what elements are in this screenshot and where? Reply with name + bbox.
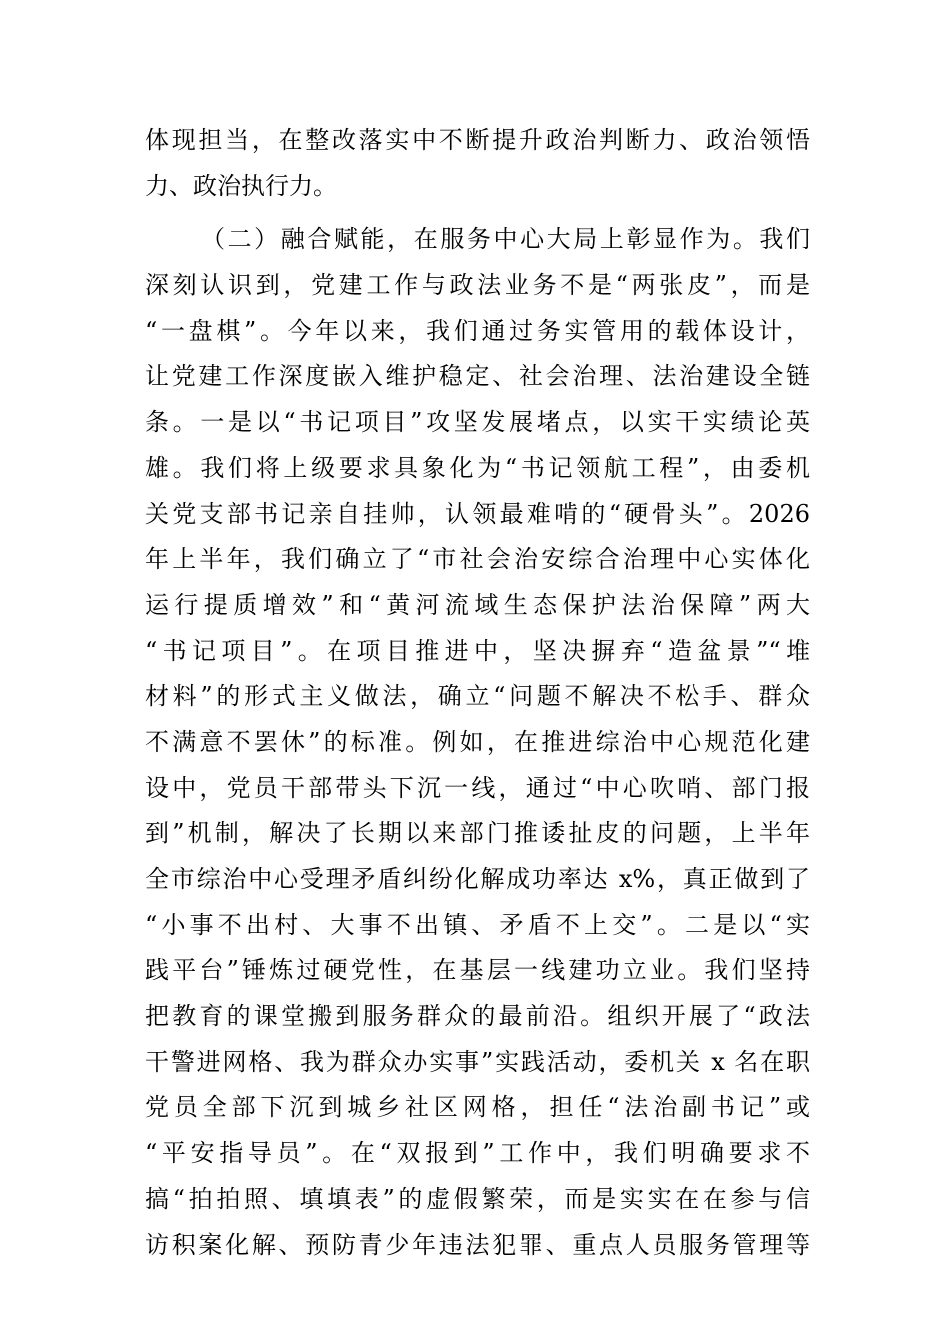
text-line: “一盘棋”。今年以来，我们通过务实管用的载体设计， [145,316,810,345]
text-line: 运行提质增效”和“黄河流域生态保护法治保障”两大 [145,590,810,619]
text-line: 把教育的课堂搬到服务群众的最前沿。组织开展了“政法 [145,1002,810,1031]
text-line: 体现担当，在整改落实中不断提升政治判断力、政治领悟 [145,126,810,154]
text-line: 到”机制，解决了长期以来部门推诿扯皮的问题，上半年 [145,819,810,848]
text-line: （二）融合赋能，在服务中心大局上彰显作为。我们 [201,225,810,254]
text-line: 让党建工作深度嵌入维护稳定、社会治理、法治建设全链 [145,362,810,391]
text-line: 全市综治中心受理矛盾纠纷化解成功率达 x%，真正做到了 [145,865,810,893]
document-body [145,118,810,1268]
text-line: 设中，党员干部带头下沉一线，通过“中心吹哨、部门报 [145,773,810,802]
paragraph-gap [145,209,810,217]
paragraph [145,118,810,209]
text-line: “小事不出村、大事不出镇、矛盾不上交”。二是以“实 [145,910,810,939]
text-line: 不满意不罢休”的标准。例如，在推进综治中心规范化建 [145,727,810,756]
text-line: 干警进网格、我为群众办实事”实践活动，委机关 x 名在职 [145,1047,810,1076]
text-line: 搞“拍拍照、填填表”的虚假繁荣，而是实实在在参与信 [145,1184,810,1213]
text-line: 条。一是以“书记项目”攻坚发展堵点，以实干实绩论英 [145,408,810,437]
text-line: 党员全部下沉到城乡社区网格，担任“法治副书记”或 [145,1093,810,1122]
text-line: 材料”的形式主义做法，确立“问题不解决不松手、群众 [145,682,810,711]
text-line: 雄。我们将上级要求具象化为“书记领航工程”，由委机 [145,453,810,482]
text-line: “书记项目”。在项目推进中，坚决摒弃“造盆景”“堆 [145,636,810,665]
text-line: 深刻认识到，党建工作与政法业务不是“两张皮”，而是 [145,271,810,300]
text-line: 关党支部书记亲自挂帅，认领最难啃的“硬骨头”。2026 [145,499,810,528]
paragraph [145,217,810,1268]
text-line: 访积案化解、预防青少年违法犯罪、重点人员服务管理等 [145,1230,810,1259]
text-line: 力、政治执行力。 [145,171,337,200]
text-line: 践平台”锤炼过硬党性，在基层一线建功立业。我们坚持 [145,956,810,985]
text-line: 年上半年，我们确立了“市社会治安综合治理中心实体化 [145,545,810,574]
text-line: “平安指导员”。在“双报到”工作中，我们明确要求不 [145,1139,810,1168]
